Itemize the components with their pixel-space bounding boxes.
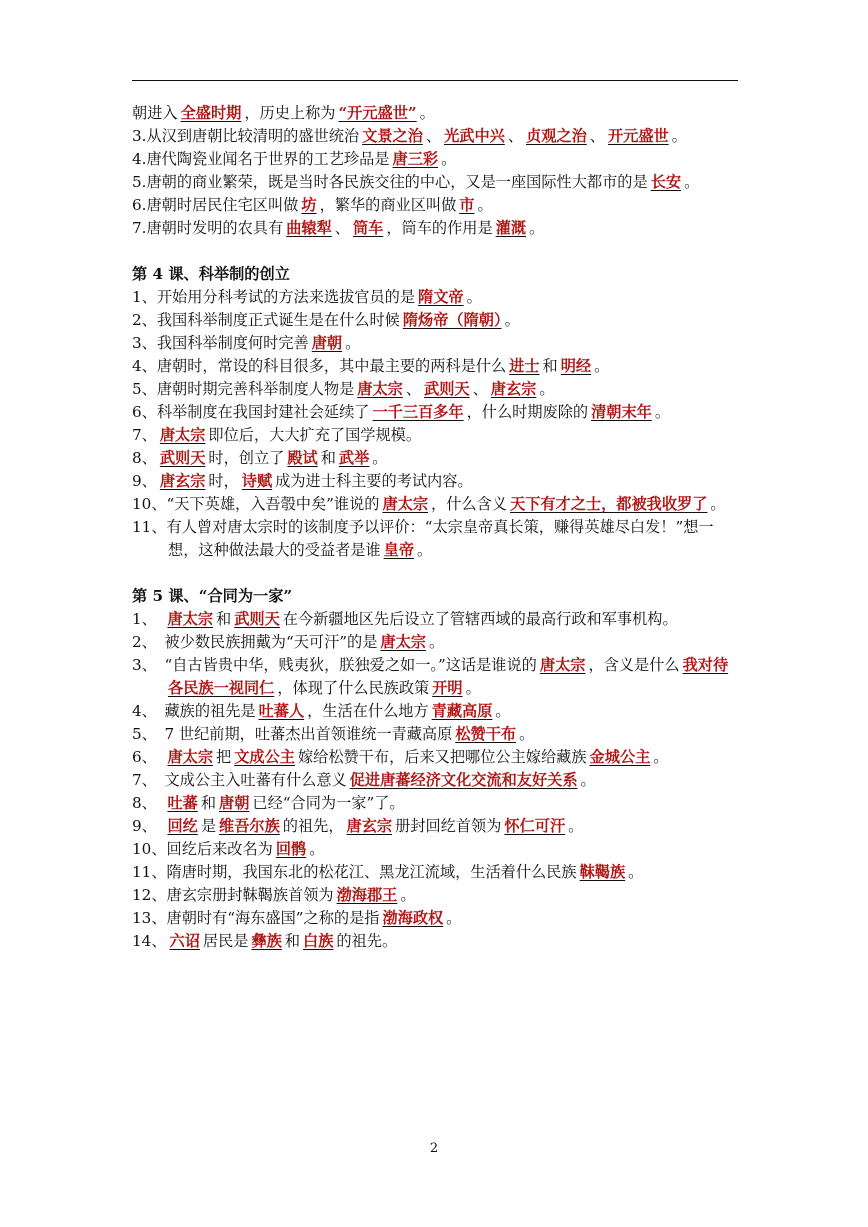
- question-text: 。: [594, 357, 610, 375]
- answer-blank: 唐三彩: [392, 150, 439, 168]
- question-text: 7、: [132, 426, 157, 444]
- question-line: [132, 493, 740, 516]
- question-text: 时，创立了: [208, 449, 285, 467]
- question-line: [132, 700, 740, 723]
- question-text: 。: [428, 633, 445, 651]
- answer-blank: 白族: [303, 932, 334, 950]
- question-text: 。: [539, 380, 555, 398]
- answer-blank: 灌溉: [495, 219, 526, 237]
- section-heading: [132, 585, 740, 608]
- question-text: 即位后，大大扩充了国学规模。: [208, 426, 422, 444]
- question-text: 和: [284, 932, 301, 950]
- question-text: 。: [628, 863, 644, 881]
- answer-blank: 回纥: [167, 817, 198, 835]
- question-text: 第 4 课、科举制的创立: [132, 265, 290, 283]
- question-line: [132, 884, 740, 907]
- question-text: 。: [568, 817, 584, 835]
- question-text: 、: [589, 127, 605, 145]
- question-line: [132, 907, 740, 930]
- question-line: [132, 769, 740, 792]
- answer-blank: “开元盛世”: [338, 104, 417, 122]
- section-gap: [132, 240, 740, 263]
- question-text: 。: [529, 219, 545, 237]
- question-text: 成为进士科主要的考试内容。: [275, 472, 473, 490]
- question-text: 7.唐朝时发明的农具有: [132, 219, 284, 237]
- answer-blank: 武举: [338, 449, 370, 467]
- question-text: 。: [519, 725, 535, 743]
- question-line: [132, 125, 740, 148]
- question-text: 的祖先，: [282, 817, 344, 835]
- question-text: 。: [671, 127, 687, 145]
- question-text: 10、“天下英雄，入吾彀中矣”谁说的: [132, 495, 380, 513]
- question-text: 、: [334, 219, 350, 237]
- answer-blank: 天下有才之士，都被我收罗了: [509, 495, 708, 513]
- question-text: 8、: [132, 449, 157, 467]
- question-text: 5.唐朝的商业繁荣，既是当时各民族交往的中心，又是一座国际性大都市的是: [132, 173, 648, 191]
- question-line: [132, 378, 740, 401]
- question-text: 。: [495, 702, 511, 720]
- question-text: 1、: [132, 610, 165, 628]
- answer-blank: 武则天: [234, 610, 280, 628]
- answer-blank: 武则天: [424, 380, 470, 398]
- question-text: ，繁华的商业区叫做: [319, 196, 457, 214]
- answer-blank: 开元盛世: [607, 127, 669, 145]
- question-text: 3.从汉到唐朝比较清明的盛世统治: [132, 127, 360, 145]
- question-text: 和: [200, 794, 217, 812]
- question-text: 3、 “自古皆贵中华，贱夷狄，朕独爱之如一。”这话是谁说的: [132, 656, 537, 674]
- question-line: [132, 838, 740, 861]
- question-line: [132, 447, 740, 470]
- question-text: 5、 7 世纪前期，吐蕃杰出首领谁统一青藏高原: [132, 725, 453, 743]
- answer-blank: 唐玄宗: [346, 817, 393, 835]
- question-text: 13、唐朝时有“海东盛国”之称的是指: [132, 909, 380, 927]
- question-line: [132, 723, 740, 746]
- question-text: 10、回纥后来改名为: [132, 840, 273, 858]
- question-text: 朝进入: [132, 104, 178, 122]
- question-text: 、: [472, 380, 488, 398]
- answer-blank: 文成公主: [234, 748, 295, 766]
- answer-blank: 靺鞨族: [579, 863, 626, 881]
- answer-blank: 唐朝: [219, 794, 250, 812]
- question-line: [132, 792, 740, 815]
- question-line: [132, 654, 740, 700]
- question-line: [132, 148, 740, 171]
- question-text: 和: [542, 357, 558, 375]
- question-text: 4、唐朝时，常设的科目很多，其中最主要的两科是什么: [132, 357, 507, 375]
- section-gap: [132, 562, 740, 585]
- answer-blank: 唐太宗: [539, 656, 586, 674]
- question-text: 。: [654, 403, 671, 421]
- question-text: 9、: [132, 472, 157, 490]
- answer-blank: 青藏高原: [431, 702, 493, 720]
- question-line: [132, 424, 740, 447]
- answer-blank: 吐蕃: [167, 794, 198, 812]
- question-text: 。: [372, 449, 388, 467]
- question-text: 在今新疆地区先后设立了管辖西域的最高行政和军事机构。: [282, 610, 678, 628]
- question-text: 。: [653, 748, 669, 766]
- answer-blank: 殿试: [287, 449, 318, 467]
- question-text: 2、 被少数民族拥戴为“天可汗”的是: [132, 633, 378, 651]
- header-rule: [132, 80, 738, 81]
- question-text: 11、隋唐时期，我国东北的松花江、黑龙江流域，生活着什么民族: [132, 863, 577, 881]
- answer-blank: 清朝末年: [591, 403, 652, 421]
- question-text: 2、我国科举制度正式诞生是在什么时候: [132, 311, 400, 329]
- question-text: ，什么含义: [431, 495, 507, 513]
- question-line: [132, 815, 740, 838]
- question-text: 、: [507, 127, 523, 145]
- question-text: 。: [684, 173, 700, 191]
- answer-blank: 彝族: [251, 932, 282, 950]
- question-text: 14、: [132, 932, 167, 950]
- question-text: 。: [710, 495, 726, 513]
- answer-blank: 文景之治: [362, 127, 423, 145]
- question-line: [132, 217, 740, 240]
- question-text: 7、 文成公主入吐蕃有什么意义: [132, 771, 347, 789]
- answer-blank: 隋炀帝（隋朝）: [402, 311, 502, 329]
- question-text: 时，: [208, 472, 239, 490]
- question-text: 。: [477, 196, 493, 214]
- question-text: 册封回纥首领为: [395, 817, 502, 835]
- question-text: 6、: [132, 748, 165, 766]
- question-line: [132, 746, 740, 769]
- answer-blank: 我对待各民族一视同仁: [168, 656, 729, 697]
- answer-blank: 进士: [509, 357, 540, 375]
- question-line: [132, 470, 740, 493]
- answer-blank: 六诏: [169, 932, 200, 950]
- question-text: 是: [200, 817, 217, 835]
- question-text: 1、开始用分科考试的方法来选拔官员的是: [132, 288, 416, 306]
- answer-blank: 全盛时期: [180, 104, 242, 122]
- question-text: 。: [580, 771, 596, 789]
- answer-blank: 怀仁可汗: [504, 817, 566, 835]
- question-text: ，历史上称为: [244, 104, 336, 122]
- answer-blank: 吐蕃人: [258, 702, 305, 720]
- question-text: 嫁给松赞干布，后来又把哪位公主嫁给藏族: [297, 748, 587, 766]
- answer-blank: 维吾尔族: [219, 817, 280, 835]
- question-text: 4.唐代陶瓷业闻名于世界的工艺珍品是: [132, 150, 390, 168]
- question-text: 4、 藏族的祖先是: [132, 702, 256, 720]
- question-text: 9、: [132, 817, 165, 835]
- question-text: 把: [216, 748, 232, 766]
- question-text: 。: [417, 541, 433, 559]
- question-text: 。: [400, 886, 416, 904]
- answer-blank: 明经: [560, 357, 592, 375]
- answer-blank: 曲辕犁: [286, 219, 332, 237]
- question-text: 11、有人曾对唐太宗时的该制度予以评价：“太宗皇帝真长策，赚得英雄尽白发！”想一想，这种做法最大的受益者是谁: [132, 518, 714, 559]
- question-text: 。: [309, 840, 325, 858]
- question-text: 。: [465, 679, 481, 697]
- question-text: 8、: [132, 794, 165, 812]
- answer-blank: 唐玄宗: [159, 472, 206, 490]
- question-text: 。: [419, 104, 435, 122]
- question-text: 第 5 课、“合同为一家”: [132, 587, 293, 605]
- question-text: ，体现了什么民族政策: [277, 679, 430, 697]
- answer-blank: 松赞干布: [455, 725, 517, 743]
- question-line: [132, 102, 740, 125]
- question-line: [132, 930, 740, 953]
- answer-blank: 唐太宗: [159, 426, 206, 444]
- question-text: ，生活在什么地方: [307, 702, 429, 720]
- answer-blank: 唐太宗: [382, 495, 429, 513]
- answer-blank: 回鹘: [275, 840, 307, 858]
- worksheet-body: [132, 102, 740, 953]
- question-text: ，含义是什么: [588, 656, 680, 674]
- question-text: 。: [345, 334, 361, 352]
- answer-blank: 唐太宗: [380, 633, 426, 651]
- question-text: 。: [466, 288, 482, 306]
- question-text: 和: [320, 449, 336, 467]
- question-line: [132, 286, 740, 309]
- answer-blank: 市: [459, 196, 475, 214]
- question-line: [132, 332, 740, 355]
- question-text: 6、科举制度在我国封建社会延续了: [132, 403, 370, 421]
- answer-blank: 武则天: [159, 449, 206, 467]
- question-line: [132, 309, 740, 332]
- question-text: 12、唐玄宗册封靺鞨族首领为: [132, 886, 334, 904]
- question-text: 。: [446, 909, 462, 927]
- answer-blank: 坊: [301, 196, 317, 214]
- answer-blank: 光武中兴: [444, 127, 505, 145]
- answer-blank: 筒车: [352, 219, 384, 237]
- page-number: 2: [429, 1141, 439, 1156]
- question-line: [132, 355, 740, 378]
- question-text: 6.唐朝时居民住宅区叫做: [132, 196, 299, 214]
- question-line: [132, 608, 740, 631]
- question-line: [132, 516, 740, 562]
- answer-blank: 渤海郡王: [336, 886, 398, 904]
- question-text: 、: [425, 127, 442, 145]
- answer-blank: 诗赋: [241, 472, 273, 490]
- question-text: ，筒车的作用是: [386, 219, 493, 237]
- answer-blank: 一千三百多年: [372, 403, 464, 421]
- question-text: 已经“合同为一家”了。: [252, 794, 405, 812]
- question-text: ，什么时期废除的: [466, 403, 589, 421]
- question-line: [132, 401, 740, 424]
- answer-blank: 唐玄宗: [490, 380, 537, 398]
- question-text: 5、唐朝时期完善科举制度人物是: [132, 380, 355, 398]
- question-line: [132, 171, 740, 194]
- answer-blank: 开明: [432, 679, 463, 697]
- question-line: [132, 194, 740, 217]
- answer-blank: 长安: [650, 173, 682, 191]
- answer-blank: 渤海政权: [382, 909, 444, 927]
- answer-blank: 唐太宗: [167, 748, 214, 766]
- answer-blank: 金城公主: [589, 748, 651, 766]
- answer-blank: 贞观之治: [526, 127, 587, 145]
- question-line: [132, 861, 740, 884]
- answer-blank: 促进唐蕃经济文化交流和友好关系: [349, 771, 578, 789]
- question-text: 居民是: [202, 932, 249, 950]
- answer-blank: 皇帝: [383, 541, 414, 559]
- question-text: 。: [441, 150, 457, 168]
- question-text: 和: [216, 610, 232, 628]
- question-line: [132, 631, 740, 654]
- answer-blank: 唐太宗: [357, 380, 403, 398]
- section-heading: [132, 263, 740, 286]
- answer-blank: 唐太宗: [167, 610, 214, 628]
- question-text: 、: [405, 380, 422, 398]
- question-text: 。: [504, 311, 520, 329]
- answer-blank: 唐朝: [311, 334, 343, 352]
- question-text: 3、我国科举制度何时完善: [132, 334, 309, 352]
- answer-blank: 隋文帝: [418, 288, 464, 306]
- question-text: 的祖先。: [336, 932, 398, 950]
